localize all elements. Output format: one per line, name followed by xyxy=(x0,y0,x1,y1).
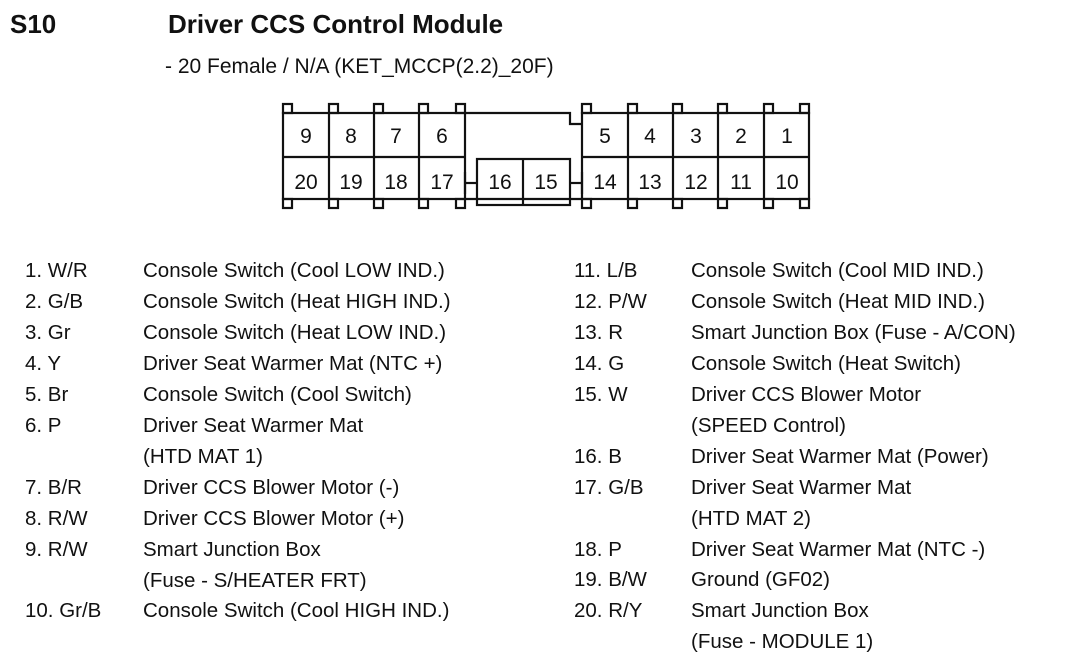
pin-wire-label: 10. Gr/B xyxy=(25,599,102,622)
pin-cell-1: 1 xyxy=(781,125,793,148)
pin-wire-label: 15. W xyxy=(574,383,628,406)
connector-code: S10 xyxy=(10,9,57,39)
pin-cell-10: 10 xyxy=(775,171,799,194)
pin-description: Smart Junction Box (Fuse - MODULE 1) xyxy=(691,599,874,653)
pin-cell-6: 6 xyxy=(436,125,448,148)
pin-description: Driver Seat Warmer Mat (NTC +) xyxy=(143,352,443,375)
pin-cell-12: 12 xyxy=(684,171,708,194)
pin-wire-label: 2. G/B xyxy=(25,290,84,313)
pin-wire-label: 7. B/R xyxy=(25,476,82,499)
pin-wire-label: 18. P xyxy=(574,538,622,561)
pin-cell-2: 2 xyxy=(735,125,747,148)
pin-cell-15: 15 xyxy=(534,171,558,194)
pin-description: Driver Seat Warmer Mat (HTD MAT 1) xyxy=(143,414,364,468)
pin-description: Console Switch (Heat HIGH IND.) xyxy=(143,290,451,313)
pin-cell-19: 19 xyxy=(339,171,363,194)
pin-cell-4: 4 xyxy=(644,125,656,148)
pin-wire-label: 4. Y xyxy=(25,352,62,375)
pin-wire-label: 17. G/B xyxy=(574,476,644,499)
connector-type-subtitle: - 20 Female / N/A (KET_MCCP(2.2)_20F) xyxy=(165,55,554,78)
pin-description: Driver Seat Warmer Mat (HTD MAT 2) xyxy=(691,476,912,530)
pin-wire-label: 13. R xyxy=(574,321,623,344)
pin-cell-17: 17 xyxy=(430,171,454,194)
pin-description: Smart Junction Box (Fuse - S/HEATER FRT) xyxy=(143,538,367,592)
pin-wire-label: 1. W/R xyxy=(25,259,88,282)
pin-wire-label: 11. L/B xyxy=(574,259,638,282)
pin-wire-label: 5. Br xyxy=(25,383,69,406)
pin-description: Ground (GF02) xyxy=(691,568,830,591)
page-title: Driver CCS Control Module xyxy=(168,9,504,39)
pin-description: Driver Seat Warmer Mat (Power) xyxy=(691,445,989,468)
pin-cell-20: 20 xyxy=(294,171,318,194)
pin-description: Console Switch (Heat MID IND.) xyxy=(691,290,985,313)
pin-cell-11: 11 xyxy=(730,171,752,194)
pin-description: Smart Junction Box (Fuse - A/CON) xyxy=(691,321,1016,344)
pin-description: Driver CCS Blower Motor (+) xyxy=(143,507,405,530)
pin-cell-9: 9 xyxy=(300,125,312,148)
pin-description: Driver CCS Blower Motor (-) xyxy=(143,476,400,499)
pin-description: Console Switch (Cool MID IND.) xyxy=(691,259,984,282)
pin-wire-label: 6. P xyxy=(25,414,62,437)
pin-wire-label: 20. R/Y xyxy=(574,599,643,622)
pin-cell-13: 13 xyxy=(638,171,662,194)
pin-cell-18: 18 xyxy=(384,171,408,194)
pin-cell-8: 8 xyxy=(345,125,357,148)
pin-wire-label: 8. R/W xyxy=(25,507,88,530)
pin-description: Console Switch (Heat Switch) xyxy=(691,352,962,375)
pin-cell-16: 16 xyxy=(488,171,512,194)
pin-description: Console Switch (Cool HIGH IND.) xyxy=(143,599,450,622)
pin-wire-label: 16. B xyxy=(574,445,622,468)
pin-cell-7: 7 xyxy=(390,125,402,148)
pin-cell-3: 3 xyxy=(690,125,702,148)
pin-description: Driver Seat Warmer Mat (NTC -) xyxy=(691,538,986,561)
pin-description: Console Switch (Heat LOW IND.) xyxy=(143,321,447,344)
pin-description: Console Switch (Cool Switch) xyxy=(143,383,412,406)
pin-description: Driver CCS Blower Motor (SPEED Control) xyxy=(691,383,922,437)
pin-wire-label: 14. G xyxy=(574,352,625,375)
pin-wire-label: 19. B/W xyxy=(574,568,647,591)
pin-wire-label: 12. P/W xyxy=(574,290,647,313)
pin-cell-5: 5 xyxy=(599,125,611,148)
pin-wire-label: 9. R/W xyxy=(25,538,88,561)
pin-cell-14: 14 xyxy=(593,171,617,194)
pin-description: Console Switch (Cool LOW IND.) xyxy=(143,259,445,282)
pin-wire-label: 3. Gr xyxy=(25,321,71,344)
